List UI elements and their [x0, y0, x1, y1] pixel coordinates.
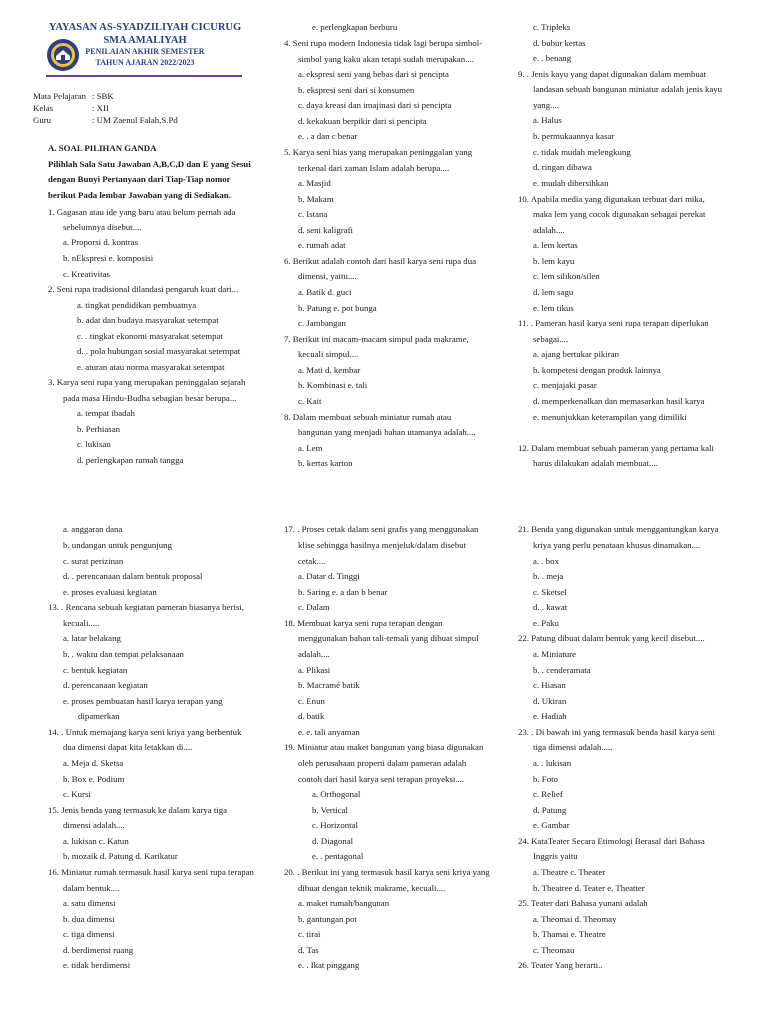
header-divider	[46, 75, 242, 77]
text-line: d. batik	[298, 711, 325, 721]
text-line: a. Orthogonal	[312, 789, 361, 799]
question-text: 18. Membuat karya seni rupa terapan dengan	[284, 618, 443, 628]
info-label-teacher: Guru	[33, 115, 52, 125]
text-line: c. Kreativitas	[63, 269, 110, 279]
text-line: dimensi, yaitu....	[298, 271, 357, 281]
question-text: 6. Berikut adalah contoh dari hasil karya seni rupa dua	[284, 256, 477, 266]
info-value-class: : XII	[92, 103, 109, 113]
text-line: sebagai....	[533, 334, 569, 344]
instruction-line: Pilihlah Sala Satu Jawaban A,B,C,D dan E yang Sesui	[48, 159, 251, 169]
question-text: 2. Seni rupa tradisional dilandasi pengaruh kuat dari...	[48, 284, 239, 294]
text-line: d. Ukiran	[533, 696, 567, 706]
question-text: 10. Apabila media yang digunakan terbuat dari mika,	[518, 194, 705, 204]
text-line: b. nEkspresi e. komposisi	[63, 253, 154, 263]
text-line: tiga dimensi adalah.....	[533, 742, 613, 752]
text-line: c. . tingkat ekonomi masyarakat setempat	[77, 331, 223, 341]
text-line: c. daya kreasi dan imajinasi dari si pencipta	[298, 100, 452, 110]
text-line: a. lukisan c. Katun	[63, 836, 129, 846]
question-text: 1. Gagasan atau ide yang baru atau belum pernah ada	[48, 207, 236, 217]
text-line: c. lem silikon/silen	[533, 271, 600, 281]
text-line: terkenal dari zaman Islam adalah berupa....	[298, 163, 450, 173]
text-line: c. Kursi	[63, 789, 91, 799]
info-label-class: Kelas	[33, 103, 54, 113]
text-line: d. lem sagu	[533, 287, 574, 297]
info-label-subject: Mata Pelajaran	[33, 91, 87, 101]
question-text: 20. . Berikut ini yang termasuk hasil karya seni kriya yang	[284, 867, 490, 877]
text-line: adalah....	[533, 225, 565, 235]
text-line: b. undangan untuk pengunjung	[63, 540, 172, 550]
question-text: 13. . Rencana sebuah kegiatan pameran biasanya berisi,	[48, 602, 244, 612]
text-line: harus dilakukan adalah membuat....	[533, 458, 658, 468]
text-line: b. Patung e. pot bunga	[298, 303, 377, 313]
text-line: c. Tripleks	[533, 22, 571, 32]
text-line: d. . perencanaan dalam bentuk proposal	[63, 571, 203, 581]
question-text: 22. Patung dibuat dalam bentuk yang kecil disebut....	[518, 633, 705, 643]
text-line: c. tirai	[298, 929, 321, 939]
text-line: b. Theatree d. Teater e. Theatter	[533, 883, 645, 893]
text-line: b. gantungan pot	[298, 914, 357, 924]
text-line: b. Macramé batik	[298, 680, 360, 690]
text-line: oleh perusahaan properti dalam pameran adalah	[298, 758, 467, 768]
text-line: klise sehingga hasilnya menjeluk/dalam disebut	[298, 540, 467, 550]
text-line: a. Masjid	[298, 178, 331, 188]
text-line: kriya yang perlu penataan khusus dinamakan....	[533, 540, 701, 550]
text-line: a. Plikasi	[298, 665, 331, 675]
text-line: dalam bentuk....	[63, 883, 120, 893]
text-line: c. Enun	[298, 696, 325, 706]
text-line: b. Saring e. a dan b benar	[298, 587, 388, 597]
text-line: c. Theomau	[533, 945, 575, 955]
text-line: cetak....	[298, 556, 326, 566]
text-line: e. . a dan c benar	[298, 131, 358, 141]
instruction-line: berikut Pada lembar Jawaban yang di Sediakan.	[48, 190, 231, 200]
text-line: c. Istana	[298, 209, 328, 219]
question-text: 5. Karya seni hias yang merupakan peninggalan yang	[284, 147, 473, 157]
text-line: a. Proporsi d. kontras	[63, 237, 139, 247]
text-line: e. . benang	[533, 53, 572, 63]
text-line: a. Miniature	[533, 649, 576, 659]
question-text: 21. Benda yang digunakan untuk menggantungkan karya	[518, 524, 719, 534]
text-line: a. ekspresi seni yang bebas dari si pencipta	[298, 69, 449, 79]
text-line: e. tidak berdimensi	[63, 960, 131, 970]
text-line: a. Theomai d. Theomay	[533, 914, 617, 924]
text-line: d. seni kaligrafi	[298, 225, 353, 235]
text-line: contoh dari hasil karya seni terapan proyeksi....	[298, 774, 465, 784]
text-line: c. Kait	[298, 396, 322, 406]
text-line: e. proses evaluasi kegiatan	[63, 587, 157, 597]
text-line: c. menjajaki pasar	[533, 380, 597, 390]
text-line: b. . meja	[533, 571, 564, 581]
text-line: e. proses pembuatan hasil karya terapan yang	[63, 696, 223, 706]
question-text: 14. . Untuk memajang karya seni kriya yang berbentuk	[48, 727, 242, 737]
question-text: 8. Dalam membuat sebuah miniatur rumah atau	[284, 412, 452, 422]
question-text: 16. Miniatur rumah termasuk hasil karya seni rupa terapan	[48, 867, 254, 877]
text-line: sebelumnya disebut....	[63, 222, 142, 232]
school-name: SMA AMALIYAH	[103, 35, 187, 46]
text-line: a. satu dimensi	[63, 898, 116, 908]
question-text: 15. Jenis benda yang termasuk ke dalam karya tiga	[48, 805, 228, 815]
text-line: d. . kawat	[533, 602, 568, 612]
text-line: c. Dalam	[298, 602, 330, 612]
text-line: d. ringan dibawa	[533, 162, 592, 172]
question-text: 12. Dalam membuat sebuah pameran yang pertama kali	[518, 443, 714, 453]
text-line: a. tempat ibadah	[77, 408, 135, 418]
text-line: b. kompetesi dengan produk lainnya	[533, 365, 661, 375]
text-line: a. Meja d. Sketsa	[63, 758, 124, 768]
question-text: 11. . Pameran hasil karya seni rupa terapan diperlukan	[518, 318, 709, 328]
text-line: pada masa Hindu-Budha sebagian besar berupa...	[63, 393, 237, 403]
question-text: 24. KataTeater Secara Etimologi Berasal dari Bahasa	[518, 836, 705, 846]
instruction-line: dengan Bunyi Pertanyaan dari Tiap-Tiap nomor	[48, 174, 231, 184]
text-line: e. Gambar	[533, 820, 570, 830]
academic-year: TAHUN AJARAN 2022/2023	[95, 58, 195, 67]
section-title: A. SOAL PILIHAN GANDA	[48, 143, 157, 153]
text-line: simbol yang kaku akan tetapi sudah merupakan....	[298, 54, 474, 64]
text-line: Inggris yaitu	[533, 851, 578, 861]
text-line: e. Paku	[533, 618, 559, 628]
text-line: e. e. tali anyaman	[298, 727, 360, 737]
text-line: c. surat perizinan	[63, 556, 124, 566]
text-line: e. aturan atau norma masyarakat setempat	[77, 362, 225, 372]
text-line: c. tidak mudah melengkung	[533, 147, 631, 157]
text-line: c. Horizontal	[312, 820, 358, 830]
text-line: a. Datar d. Tinggi	[298, 571, 360, 581]
question-text: 17. . Proses cetak dalam seni grafis yang menggunakan	[284, 524, 479, 534]
question-text: 9. . Jenis kayu yang dapat digunakan dalam membuat	[518, 69, 707, 79]
text-line: c. Jambangan	[298, 318, 346, 328]
text-line: c. lukisan	[77, 439, 111, 449]
text-line: b. . cenderamata	[533, 665, 591, 675]
text-line: c. Relief	[533, 789, 563, 799]
info-value-teacher: : UM Zaenul Falah,S.Pd	[92, 115, 178, 125]
question-text: 19. Miniatur atau maket bangunan yang biasa digunakan	[284, 742, 484, 752]
text-line: landasan sebuah bangunan miniatur adalah jenis kayu	[533, 84, 723, 94]
text-line: a. latar belakang	[63, 633, 121, 643]
text-line: b. Box e. Podium	[63, 774, 125, 784]
text-line: e. menunjukkan keterampilan yang dimiliki	[533, 412, 687, 422]
text-line: dimensi adalah....	[63, 820, 125, 830]
text-line: b. kertas karton	[298, 458, 353, 468]
text-line: b. permukaannya kasar	[533, 131, 615, 141]
text-line: e. . Ikat pinggang	[298, 960, 360, 970]
text-line: d. perencanaan kegiatan	[63, 680, 148, 690]
text-line: e. lem tikus	[533, 303, 574, 313]
question-text: 23. . Di bawah ini yang termasuk benda hasil karya seni	[518, 727, 715, 737]
text-line: b. Foto	[533, 774, 558, 784]
text-line: dipamerkan	[78, 711, 120, 721]
text-line: c. bentuk kegiatan	[63, 665, 128, 675]
text-line: kecuali simpul....	[298, 349, 359, 359]
text-line: e. rumah adat	[298, 240, 346, 250]
text-line: a. . lukisan	[533, 758, 572, 768]
school-logo-icon	[46, 38, 80, 72]
text-line: b. mozaik d. Patung d. Karikatur	[63, 851, 178, 861]
text-line: c. Hiasan	[533, 680, 566, 690]
text-line: b. dua dimensi	[63, 914, 115, 924]
text-line: yang....	[533, 100, 559, 110]
foundation-name: YAYASAN AS-SYADZILIYAH CICURUG	[48, 22, 242, 33]
text-line: d. Tas	[298, 945, 319, 955]
text-line: b. ekspresi seni dari si konsumen	[298, 85, 415, 95]
text-line: dua dimensi dapat kita letakkan di....	[63, 742, 193, 752]
question-text: 25. Teater dari Bahasa yunani adalah	[518, 898, 648, 908]
text-line: a. Theatre c. Theater	[533, 867, 606, 877]
text-line: d. berdimensi ruang	[63, 945, 134, 955]
text-line: bangunan yang menjadi bahan utamanya adalah....	[298, 427, 476, 437]
text-line: b. Thamai e. Theatre	[533, 929, 606, 939]
text-line: c. tiga dimensi	[63, 929, 115, 939]
text-line: maka lem yang cocok digunakan sebagai perekat	[533, 209, 706, 219]
text-line: a. Lem	[298, 443, 323, 453]
text-line: d. perlengkapan rumah tangga	[77, 455, 184, 465]
question-text: 7. Berikut ini macam-macam simpul pada makrame,	[284, 334, 469, 344]
text-line: a. Mati d. kembar	[298, 365, 361, 375]
text-line: dibuat dengan teknik makrame, kecuali....	[298, 883, 446, 893]
text-line: d. Diagonal	[312, 836, 354, 846]
text-line: b. . waktu dan tempat pelaksanaan	[63, 649, 184, 659]
exam-title: PENILAIAN AKHIR SEMESTER	[85, 47, 205, 56]
text-line: d. Patung	[533, 805, 567, 815]
text-line: a. maket rumah/bangunan	[298, 898, 390, 908]
text-line: e. . pentagonal	[312, 851, 364, 861]
text-line: b. lem kayu	[533, 256, 575, 266]
text-line: a. lem kertas	[533, 240, 578, 250]
info-value-subject: : SBK	[92, 91, 114, 101]
text-line: b. Vertical	[312, 805, 348, 815]
text-line: d. memperkenalkan dan memasarkan hasil karya	[533, 396, 705, 406]
text-line: b. Perhiasan	[77, 424, 120, 434]
text-line: a. Halus	[533, 115, 562, 125]
text-line: adalah....	[298, 649, 330, 659]
text-line: c. Sketsel	[533, 587, 567, 597]
text-line: e. Hadiah	[533, 711, 567, 721]
text-line: e. perlengkapan berburu	[312, 22, 398, 32]
text-line: e. mudah dibersihkan	[533, 178, 609, 188]
text-line: menggunakan bahan tali-temali yang dibuat simpul	[298, 633, 479, 643]
text-line: b. adat dan budaya masyarakat setempat	[77, 315, 219, 325]
question-text: 3. Karya seni rupa yang merupakan peninggalan sejarah	[48, 377, 246, 387]
text-line: a. anggaran dana	[63, 524, 123, 534]
question-text: 26. Teater Yang berarti..	[518, 960, 603, 970]
question-text: 4. Seni rupa modern Indonesia tidak lagi berupa simbol-	[284, 38, 483, 48]
text-line: d. kekakuan berpikir dari si pencipta	[298, 116, 427, 126]
text-line: d. . pola hubungan sosial masyarakat setempat	[77, 346, 241, 356]
text-line: d. bubur kertas	[533, 38, 586, 48]
text-line: b. Kombinasi e. tali	[298, 380, 368, 390]
text-line: a. . box	[533, 556, 559, 566]
text-line: kecuali.....	[63, 618, 100, 628]
text-line: b. Makam	[298, 194, 334, 204]
text-line: a. ajang bertukar pikiran	[533, 349, 619, 359]
text-line: a. Batik d. guci	[298, 287, 352, 297]
text-line: a. tingkat pendidikan pembuatnya	[77, 300, 197, 310]
